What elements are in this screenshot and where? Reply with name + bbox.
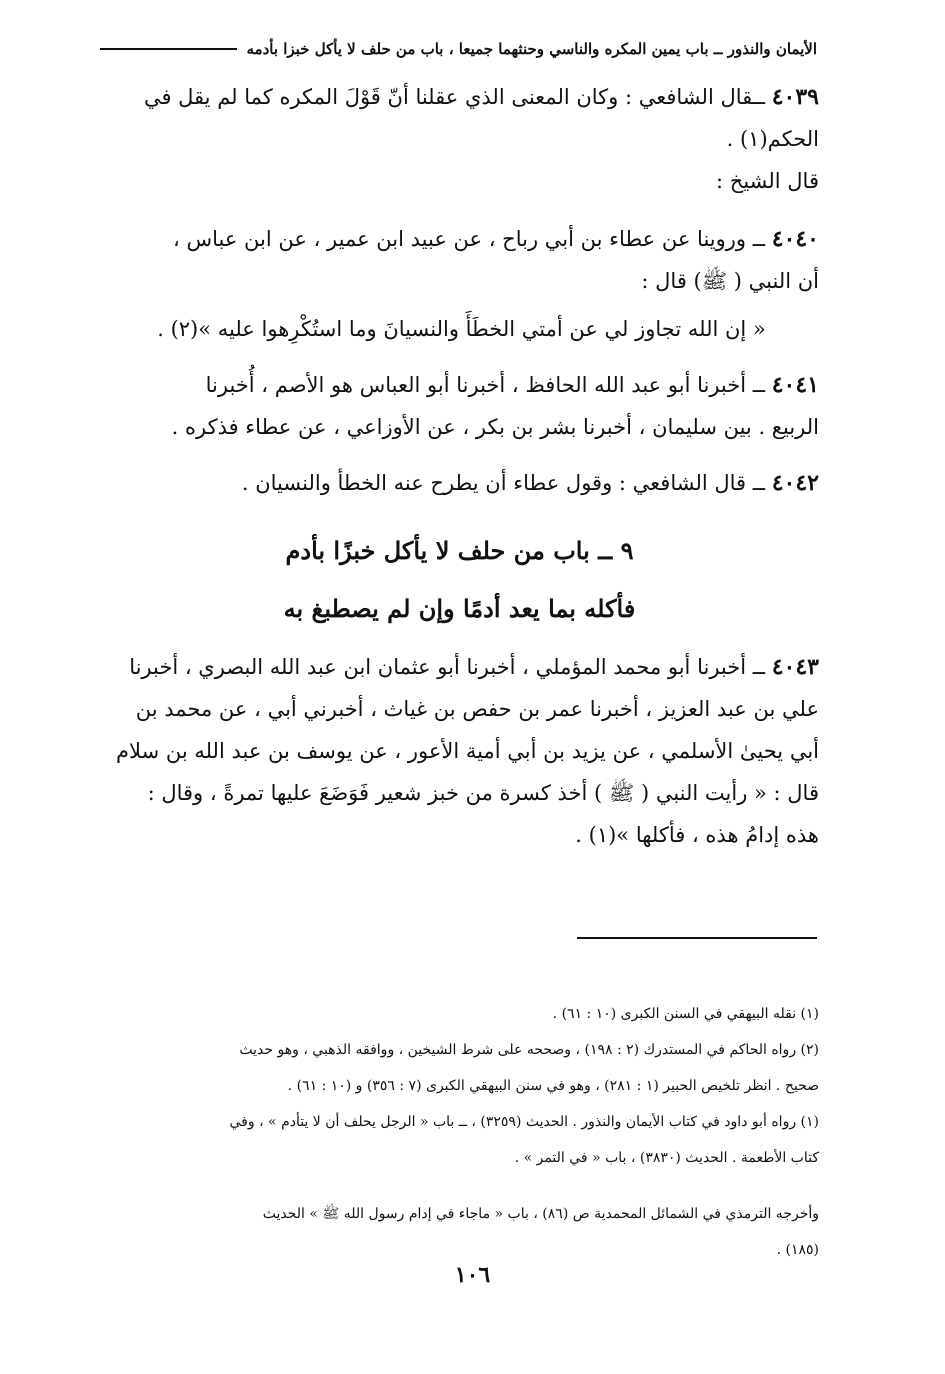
entry-4043 [104, 646, 819, 856]
footnote-spacer [118, 1176, 819, 1196]
footnote-line: (١) نقله البيهقي في السنن الكبرى (١٠ : ٦١) . [552, 1006, 819, 1022]
entry-text: ــ أخبرنا أبو عبد الله الحافظ ، أخبرنا أبو العباس هو الأصم ، أُخبرنا [205, 373, 766, 397]
entry-line: أن النبي ( ﷺ) قال : [641, 269, 819, 293]
shaykh-note [104, 160, 819, 202]
footnote-line: كتاب الأطعمة . الحديث (٣٨٣٠) ، باب « في التمر » . [514, 1150, 819, 1166]
entry-line: قال : « رأيت النبي ( ﷺ ) أخذ كسرة من خبز شعير فَوَضَعَ عليها تمرةً ، وقال : [147, 781, 819, 805]
footnote-line: وأخرجه الترمذي في الشمائل المحمدية ص (٨٦) ، باب « ماجاء في إدام رسول الله ﷺ » الحديث [262, 1206, 819, 1222]
footnote [118, 1196, 819, 1268]
entry-line [104, 76, 819, 118]
running-header [100, 40, 817, 58]
page-number: ١٠٦ [454, 1262, 491, 1288]
entry-text: ــ وروينا عن عطاء بن أبي رباح ، عن عبيد ابن عمير ، عن ابن عباس ، [173, 227, 766, 251]
footnote-line: (١٨٥) . [776, 1242, 819, 1258]
entry-text: ــ قال الشافعي : وقول عطاء أن يطرح عنه الخطأ والنسيان . [241, 471, 766, 495]
entry-4041 [104, 364, 819, 448]
footnote [118, 1104, 819, 1176]
entry-line [104, 218, 819, 260]
footnotes [118, 996, 819, 1268]
entry-4042 [104, 462, 819, 504]
footnote-separator [577, 937, 817, 939]
entry-line [104, 364, 819, 406]
entry-number: ٤٠٤٠ [771, 226, 819, 252]
footnote-line: صحيح . انظر تلخيص الحبير (١ : ٢٨١) ، وهو في سنن البيهقي الكبرى (٧ : ٣٥٦) و (١٠ : ٦١) . [287, 1078, 819, 1094]
entry-text: ــقال الشافعي : وكان المعنى الذي عقلنا أنّ قَوْلَ المكره كما لم يقل في [143, 85, 766, 109]
entry-line: الحكم(١) . [726, 127, 819, 151]
quote-text: « إن الله تجاوز لي عن أمتي الخطَأَ والنسيانَ وما استُكْرِهوا عليه »(٢) . [157, 317, 766, 341]
entry-text: ــ أخبرنا أبو محمد المؤملي ، أخبرنا أبو عثمان ابن عبد الله البصري ، أخبرنا [129, 655, 766, 679]
header-rule [100, 48, 237, 50]
entry-line: علي بن عبد العزيز ، أخبرنا عمر بن حفص بن غياث ، أخبرني أبي ، عن محمد بن [135, 697, 819, 721]
entry-4039 [104, 76, 819, 160]
footnote-line: (١) رواه أبو داود في كتاب الأيمان والنذور . الحديث (٣٢٥٩) ، ــ باب « الرجل يحلف أن لا يتأدم » ، وفي [229, 1114, 819, 1130]
entry-line [104, 462, 819, 504]
entry-line: أبي يحيىٰ الأسلمي ، عن يزيد بن أبي أمية الأعور ، عن يوسف بن عبد الله بن سلام [116, 739, 819, 763]
footnote [118, 1032, 819, 1104]
chapter-title-line-1: ٩ ــ باب من حلف لا يأكل خبزًا بأدم [285, 536, 634, 565]
entry-line: هذه إدامُ هذه ، فأكلها »(١) . [575, 823, 819, 847]
footnote-line: (٢) رواه الحاكم في المستدرك (٢ : ١٩٨) ، وصححه على شرط الشيخين ، ووافقه الذهبي ، وهو حديث [239, 1042, 819, 1058]
entry-line: قال الشيخ : [716, 169, 819, 193]
entry-number: ٤٠٤٢ [771, 470, 819, 496]
running-title: الأيمان والنذور ــ باب يمين المكره والناسي وحنثهما جميعا ، باب من حلف لا يأكل خبزا بأدمه [246, 40, 817, 58]
entry-4040 [104, 218, 819, 302]
entry-line [104, 646, 819, 688]
entry-number: ٤٠٤١ [771, 372, 819, 398]
footnote [118, 996, 819, 1032]
chapter-title-line-2: فأكله بما يعد أدمًا وإن لم يصطبغ به [283, 594, 636, 623]
entry-number: ٤٠٤٣ [771, 654, 819, 680]
entry-number: ٤٠٣٩ [771, 84, 819, 110]
hadith-quote [104, 308, 819, 350]
entry-line: الربيع . بين سليمان ، أخبرنا بشر بن بكر ، عن الأوزاعي ، عن عطاء فذكره . [171, 415, 819, 439]
